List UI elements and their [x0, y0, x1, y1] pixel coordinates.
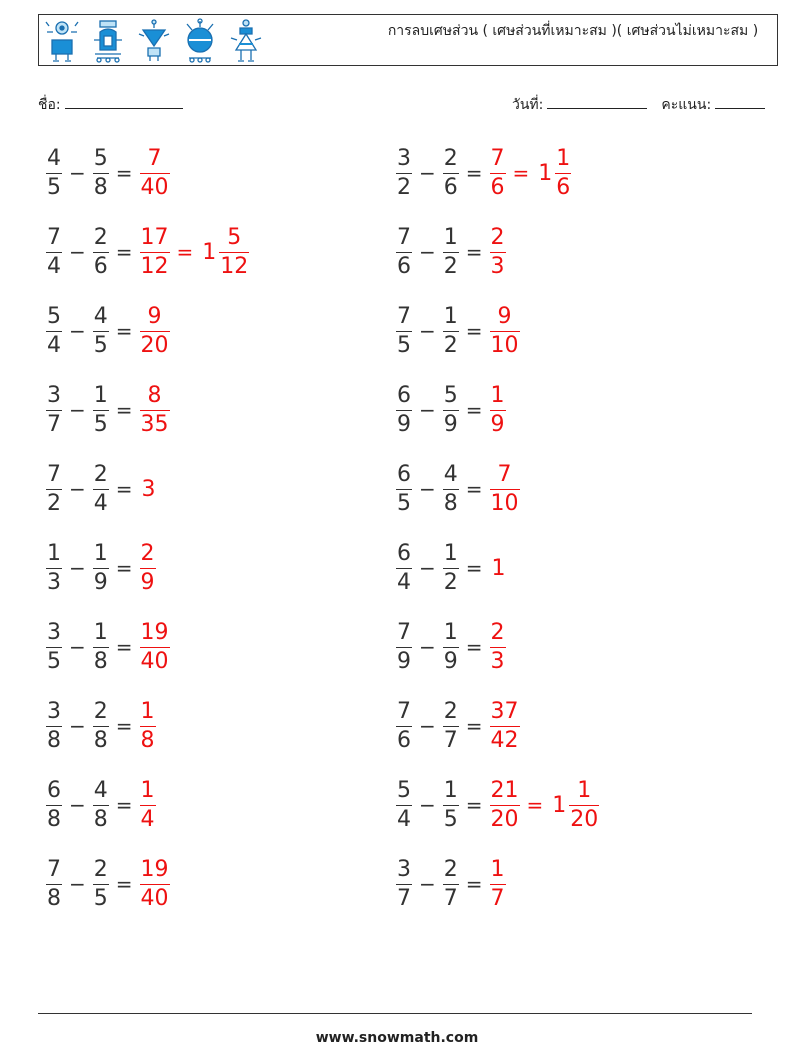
subtrahend-fraction [441, 384, 461, 437]
numerator: 1 [556, 145, 571, 171]
numerator: 7 [397, 303, 411, 329]
numerator: 19 [140, 856, 169, 882]
score-blank[interactable] [715, 93, 765, 109]
problem-item [44, 302, 172, 360]
minus-sign: − [69, 556, 86, 580]
denominator: 9 [93, 569, 108, 595]
denominator: 4 [47, 332, 61, 358]
answer-fraction [488, 305, 522, 358]
problem-item [44, 697, 158, 755]
date-blank[interactable] [547, 93, 647, 109]
numerator: 1 [443, 303, 458, 329]
denominator: 2 [47, 490, 61, 516]
denominator: 5 [443, 806, 458, 832]
denominator: 40 [140, 174, 169, 200]
footer-divider [38, 1013, 752, 1014]
denominator: 4 [47, 253, 61, 279]
answer-fraction [138, 621, 172, 674]
robot-icons [43, 18, 265, 64]
name-field [38, 93, 183, 116]
robot-4-icon [181, 18, 219, 64]
minus-sign: − [419, 872, 436, 896]
denominator: 12 [220, 253, 249, 279]
subtrahend-fraction [91, 463, 111, 516]
minus-sign: − [69, 872, 86, 896]
header-box [38, 14, 778, 66]
answer-fraction [138, 226, 172, 279]
subtrahend-fraction [441, 621, 461, 674]
minuend-fraction [394, 858, 414, 911]
problem-item [394, 223, 508, 281]
equals-sign: = [115, 477, 133, 501]
numerator: 1 [490, 856, 505, 882]
numerator: 7 [397, 224, 411, 250]
equals-sign: = [465, 556, 483, 580]
problem-item [44, 223, 251, 281]
numerator: 1 [140, 777, 155, 803]
denominator: 7 [47, 411, 61, 437]
minus-sign: − [69, 161, 86, 185]
denominator: 7 [443, 885, 458, 911]
minus-sign: − [69, 398, 86, 422]
numerator: 1 [443, 619, 458, 645]
equals-sign: = [465, 161, 483, 185]
problem-item [394, 618, 508, 676]
denominator: 40 [140, 885, 169, 911]
numerator: 3 [397, 145, 411, 171]
numerator: 9 [147, 303, 162, 329]
problem-item [44, 460, 156, 518]
minus-sign: − [69, 635, 86, 659]
subtrahend-fraction [441, 463, 461, 516]
numerator: 1 [443, 224, 458, 250]
denominator: 2 [397, 174, 411, 200]
answer-integer: 1 [491, 555, 506, 581]
denominator: 2 [443, 569, 458, 595]
denominator: 5 [47, 648, 61, 674]
numerator: 1 [443, 777, 458, 803]
minus-sign: − [69, 240, 86, 264]
denominator: 8 [93, 727, 108, 753]
numerator: 1 [140, 698, 155, 724]
denominator: 8 [93, 806, 108, 832]
numerator: 5 [93, 145, 108, 171]
minuend-fraction [44, 700, 64, 753]
denominator: 9 [443, 411, 458, 437]
answer-fraction [138, 779, 158, 832]
numerator: 5 [227, 224, 242, 250]
problem-item [44, 381, 172, 439]
minuend-fraction [44, 621, 64, 674]
equals-sign: = [526, 793, 544, 817]
numerator: 8 [147, 382, 162, 408]
minus-sign: − [419, 714, 436, 738]
numerator: 5 [47, 303, 61, 329]
minuend-fraction [44, 542, 64, 595]
denominator: 3 [490, 648, 505, 674]
numerator: 5 [443, 382, 458, 408]
denominator: 5 [397, 490, 411, 516]
minuend-fraction [394, 305, 414, 358]
denominator: 5 [93, 885, 108, 911]
minuend-fraction [44, 463, 64, 516]
problem-item [394, 144, 573, 202]
numerator: 4 [93, 777, 108, 803]
date-score-fields [512, 93, 765, 116]
denominator: 2 [443, 253, 458, 279]
denominator: 4 [397, 569, 411, 595]
problem-item [44, 144, 172, 202]
numerator: 7 [47, 224, 61, 250]
denominator: 35 [140, 411, 169, 437]
denominator: 8 [93, 174, 108, 200]
equals-sign: = [115, 793, 133, 817]
answer-fraction [488, 147, 508, 200]
numerator: 4 [443, 461, 458, 487]
numerator: 21 [490, 777, 519, 803]
subtrahend-fraction [91, 621, 111, 674]
mixed-whole: 1 [202, 239, 217, 265]
denominator: 20 [570, 806, 599, 832]
numerator: 2 [93, 461, 108, 487]
equals-sign: = [115, 635, 133, 659]
denominator: 3 [47, 569, 61, 595]
equals-sign: = [115, 240, 133, 264]
robot-2-icon [89, 18, 127, 64]
equals-sign: = [115, 319, 133, 343]
problem-item [44, 618, 172, 676]
denominator: 40 [140, 648, 169, 674]
denominator: 3 [490, 253, 505, 279]
denominator: 5 [93, 411, 108, 437]
denominator: 7 [490, 885, 505, 911]
denominator: 9 [490, 411, 505, 437]
denominator: 10 [490, 332, 519, 358]
denominator: 8 [47, 806, 61, 832]
denominator: 9 [140, 569, 155, 595]
worksheet-title: การลบเศษส่วน ( เศษส่วนที่เหมาะสม )( เศษส่วนไม่เหมาะสม ) [387, 23, 759, 39]
mixed-fraction [217, 226, 251, 279]
numerator: 5 [397, 777, 411, 803]
equals-sign: = [115, 714, 133, 738]
problem-item [44, 855, 172, 913]
denominator: 2 [443, 332, 458, 358]
minuend-fraction [44, 384, 64, 437]
numerator: 6 [397, 461, 411, 487]
numerator: 7 [47, 461, 61, 487]
score-label: คะแนน: [661, 97, 712, 113]
numerator: 7 [497, 461, 512, 487]
numerator: 3 [397, 856, 411, 882]
minus-sign: − [69, 477, 86, 501]
equals-sign: = [465, 714, 483, 738]
equals-sign: = [115, 398, 133, 422]
robot-1-icon [43, 18, 81, 64]
subtrahend-fraction [91, 858, 111, 911]
minuend-fraction [44, 858, 64, 911]
minuend-fraction [44, 305, 64, 358]
subtrahend-fraction [91, 700, 111, 753]
equals-sign: = [176, 240, 194, 264]
numerator: 1 [577, 777, 592, 803]
robot-3-icon [135, 18, 173, 64]
minuend-fraction [44, 226, 64, 279]
equals-sign: = [115, 872, 133, 896]
minuend-fraction [394, 700, 414, 753]
numerator: 7 [490, 145, 505, 171]
denominator: 6 [397, 727, 411, 753]
answer-fraction [488, 621, 508, 674]
minuend-fraction [394, 384, 414, 437]
minus-sign: − [69, 319, 86, 343]
minus-sign: − [419, 161, 436, 185]
robot-5-icon [227, 18, 265, 64]
numerator: 1 [47, 540, 61, 566]
minus-sign: − [419, 240, 436, 264]
equals-sign: = [115, 161, 133, 185]
denominator: 4 [140, 806, 155, 832]
problem-item [394, 539, 506, 597]
numerator: 7 [397, 698, 411, 724]
numerator: 2 [443, 856, 458, 882]
problem-item [394, 381, 508, 439]
denominator: 6 [93, 253, 108, 279]
denominator: 6 [443, 174, 458, 200]
answer-fraction [488, 858, 508, 911]
denominator: 4 [93, 490, 108, 516]
subtrahend-fraction [441, 147, 461, 200]
numerator: 17 [140, 224, 169, 250]
minuend-fraction [394, 147, 414, 200]
equals-sign: = [465, 319, 483, 343]
equals-sign: = [465, 635, 483, 659]
subtrahend-fraction [441, 858, 461, 911]
denominator: 8 [140, 727, 155, 753]
minus-sign: − [419, 477, 436, 501]
equals-sign: = [465, 398, 483, 422]
subtrahend-fraction [441, 542, 461, 595]
minuend-fraction [394, 779, 414, 832]
date-label: วันที่: [512, 97, 544, 113]
numerator: 3 [47, 382, 61, 408]
numerator: 2 [490, 224, 505, 250]
minuend-fraction [44, 779, 64, 832]
numerator: 19 [140, 619, 169, 645]
numerator: 7 [47, 856, 61, 882]
denominator: 6 [556, 174, 571, 200]
answer-fraction [138, 384, 172, 437]
denominator: 6 [397, 253, 411, 279]
minus-sign: − [69, 793, 86, 817]
denominator: 12 [140, 253, 169, 279]
minus-sign: − [419, 398, 436, 422]
problem-item [394, 776, 601, 834]
mixed-whole: 1 [552, 792, 567, 818]
subtrahend-fraction [91, 147, 111, 200]
denominator: 20 [140, 332, 169, 358]
answer-fraction [138, 305, 172, 358]
numerator: 2 [93, 224, 108, 250]
numerator: 37 [490, 698, 519, 724]
numerator: 3 [47, 619, 61, 645]
denominator: 8 [443, 490, 458, 516]
numerator: 1 [93, 619, 108, 645]
answer-fraction [138, 542, 158, 595]
answer-fraction [138, 858, 172, 911]
subtrahend-fraction [91, 779, 111, 832]
numerator: 1 [490, 382, 505, 408]
denominator: 8 [47, 885, 61, 911]
equals-sign: = [465, 240, 483, 264]
numerator: 6 [397, 540, 411, 566]
numerator: 1 [443, 540, 458, 566]
problem-item [394, 855, 508, 913]
minuend-fraction [44, 147, 64, 200]
numerator: 9 [497, 303, 512, 329]
name-blank[interactable] [65, 93, 183, 109]
denominator: 42 [490, 727, 519, 753]
answer-integer: 3 [141, 476, 156, 502]
footer-url: www.snowmath.com [315, 1030, 479, 1046]
subtrahend-fraction [441, 226, 461, 279]
denominator: 10 [490, 490, 519, 516]
numerator: 1 [93, 540, 108, 566]
numerator: 1 [93, 382, 108, 408]
denominator: 5 [93, 332, 108, 358]
minuend-fraction [394, 463, 414, 516]
denominator: 9 [397, 411, 411, 437]
answer-fraction [488, 463, 522, 516]
subtrahend-fraction [91, 305, 111, 358]
denominator: 8 [93, 648, 108, 674]
mixed-fraction [567, 779, 601, 832]
denominator: 9 [443, 648, 458, 674]
denominator: 9 [397, 648, 411, 674]
numerator: 2 [443, 698, 458, 724]
denominator: 6 [490, 174, 505, 200]
answer-fraction [488, 779, 522, 832]
problem-item [44, 539, 158, 597]
subtrahend-fraction [91, 384, 111, 437]
numerator: 6 [397, 382, 411, 408]
minus-sign: − [69, 714, 86, 738]
subtrahend-fraction [441, 700, 461, 753]
equals-sign: = [465, 872, 483, 896]
problem-item [394, 697, 522, 755]
minuend-fraction [394, 226, 414, 279]
numerator: 2 [443, 145, 458, 171]
minus-sign: − [419, 556, 436, 580]
name-label: ชื่อ: [38, 97, 61, 113]
equals-sign: = [465, 477, 483, 501]
denominator: 5 [47, 174, 61, 200]
equals-sign: = [512, 161, 530, 185]
answer-fraction [138, 700, 158, 753]
minuend-fraction [394, 542, 414, 595]
answer-fraction [488, 384, 508, 437]
denominator: 8 [47, 727, 61, 753]
subtrahend-fraction [441, 305, 461, 358]
minus-sign: − [419, 319, 436, 343]
numerator: 7 [397, 619, 411, 645]
numerator: 2 [93, 856, 108, 882]
equals-sign: = [465, 793, 483, 817]
numerator: 3 [47, 698, 61, 724]
numerator: 4 [93, 303, 108, 329]
subtrahend-fraction [441, 779, 461, 832]
minuend-fraction [394, 621, 414, 674]
numerator: 4 [47, 145, 61, 171]
numerator: 2 [490, 619, 505, 645]
minus-sign: − [419, 793, 436, 817]
subtrahend-fraction [91, 542, 111, 595]
minus-sign: − [419, 635, 436, 659]
answer-fraction [138, 147, 172, 200]
numerator: 2 [140, 540, 155, 566]
numerator: 2 [93, 698, 108, 724]
denominator: 7 [443, 727, 458, 753]
problem-item [44, 776, 158, 834]
denominator: 7 [397, 885, 411, 911]
problem-item [394, 302, 522, 360]
denominator: 20 [490, 806, 519, 832]
mixed-whole: 1 [538, 160, 553, 186]
answer-fraction [488, 226, 508, 279]
answer-fraction [488, 700, 522, 753]
denominator: 5 [397, 332, 411, 358]
equals-sign: = [115, 556, 133, 580]
subtrahend-fraction [91, 226, 111, 279]
mixed-fraction [553, 147, 573, 200]
denominator: 4 [397, 806, 411, 832]
problem-item [394, 460, 522, 518]
numerator: 6 [47, 777, 61, 803]
numerator: 7 [147, 145, 162, 171]
